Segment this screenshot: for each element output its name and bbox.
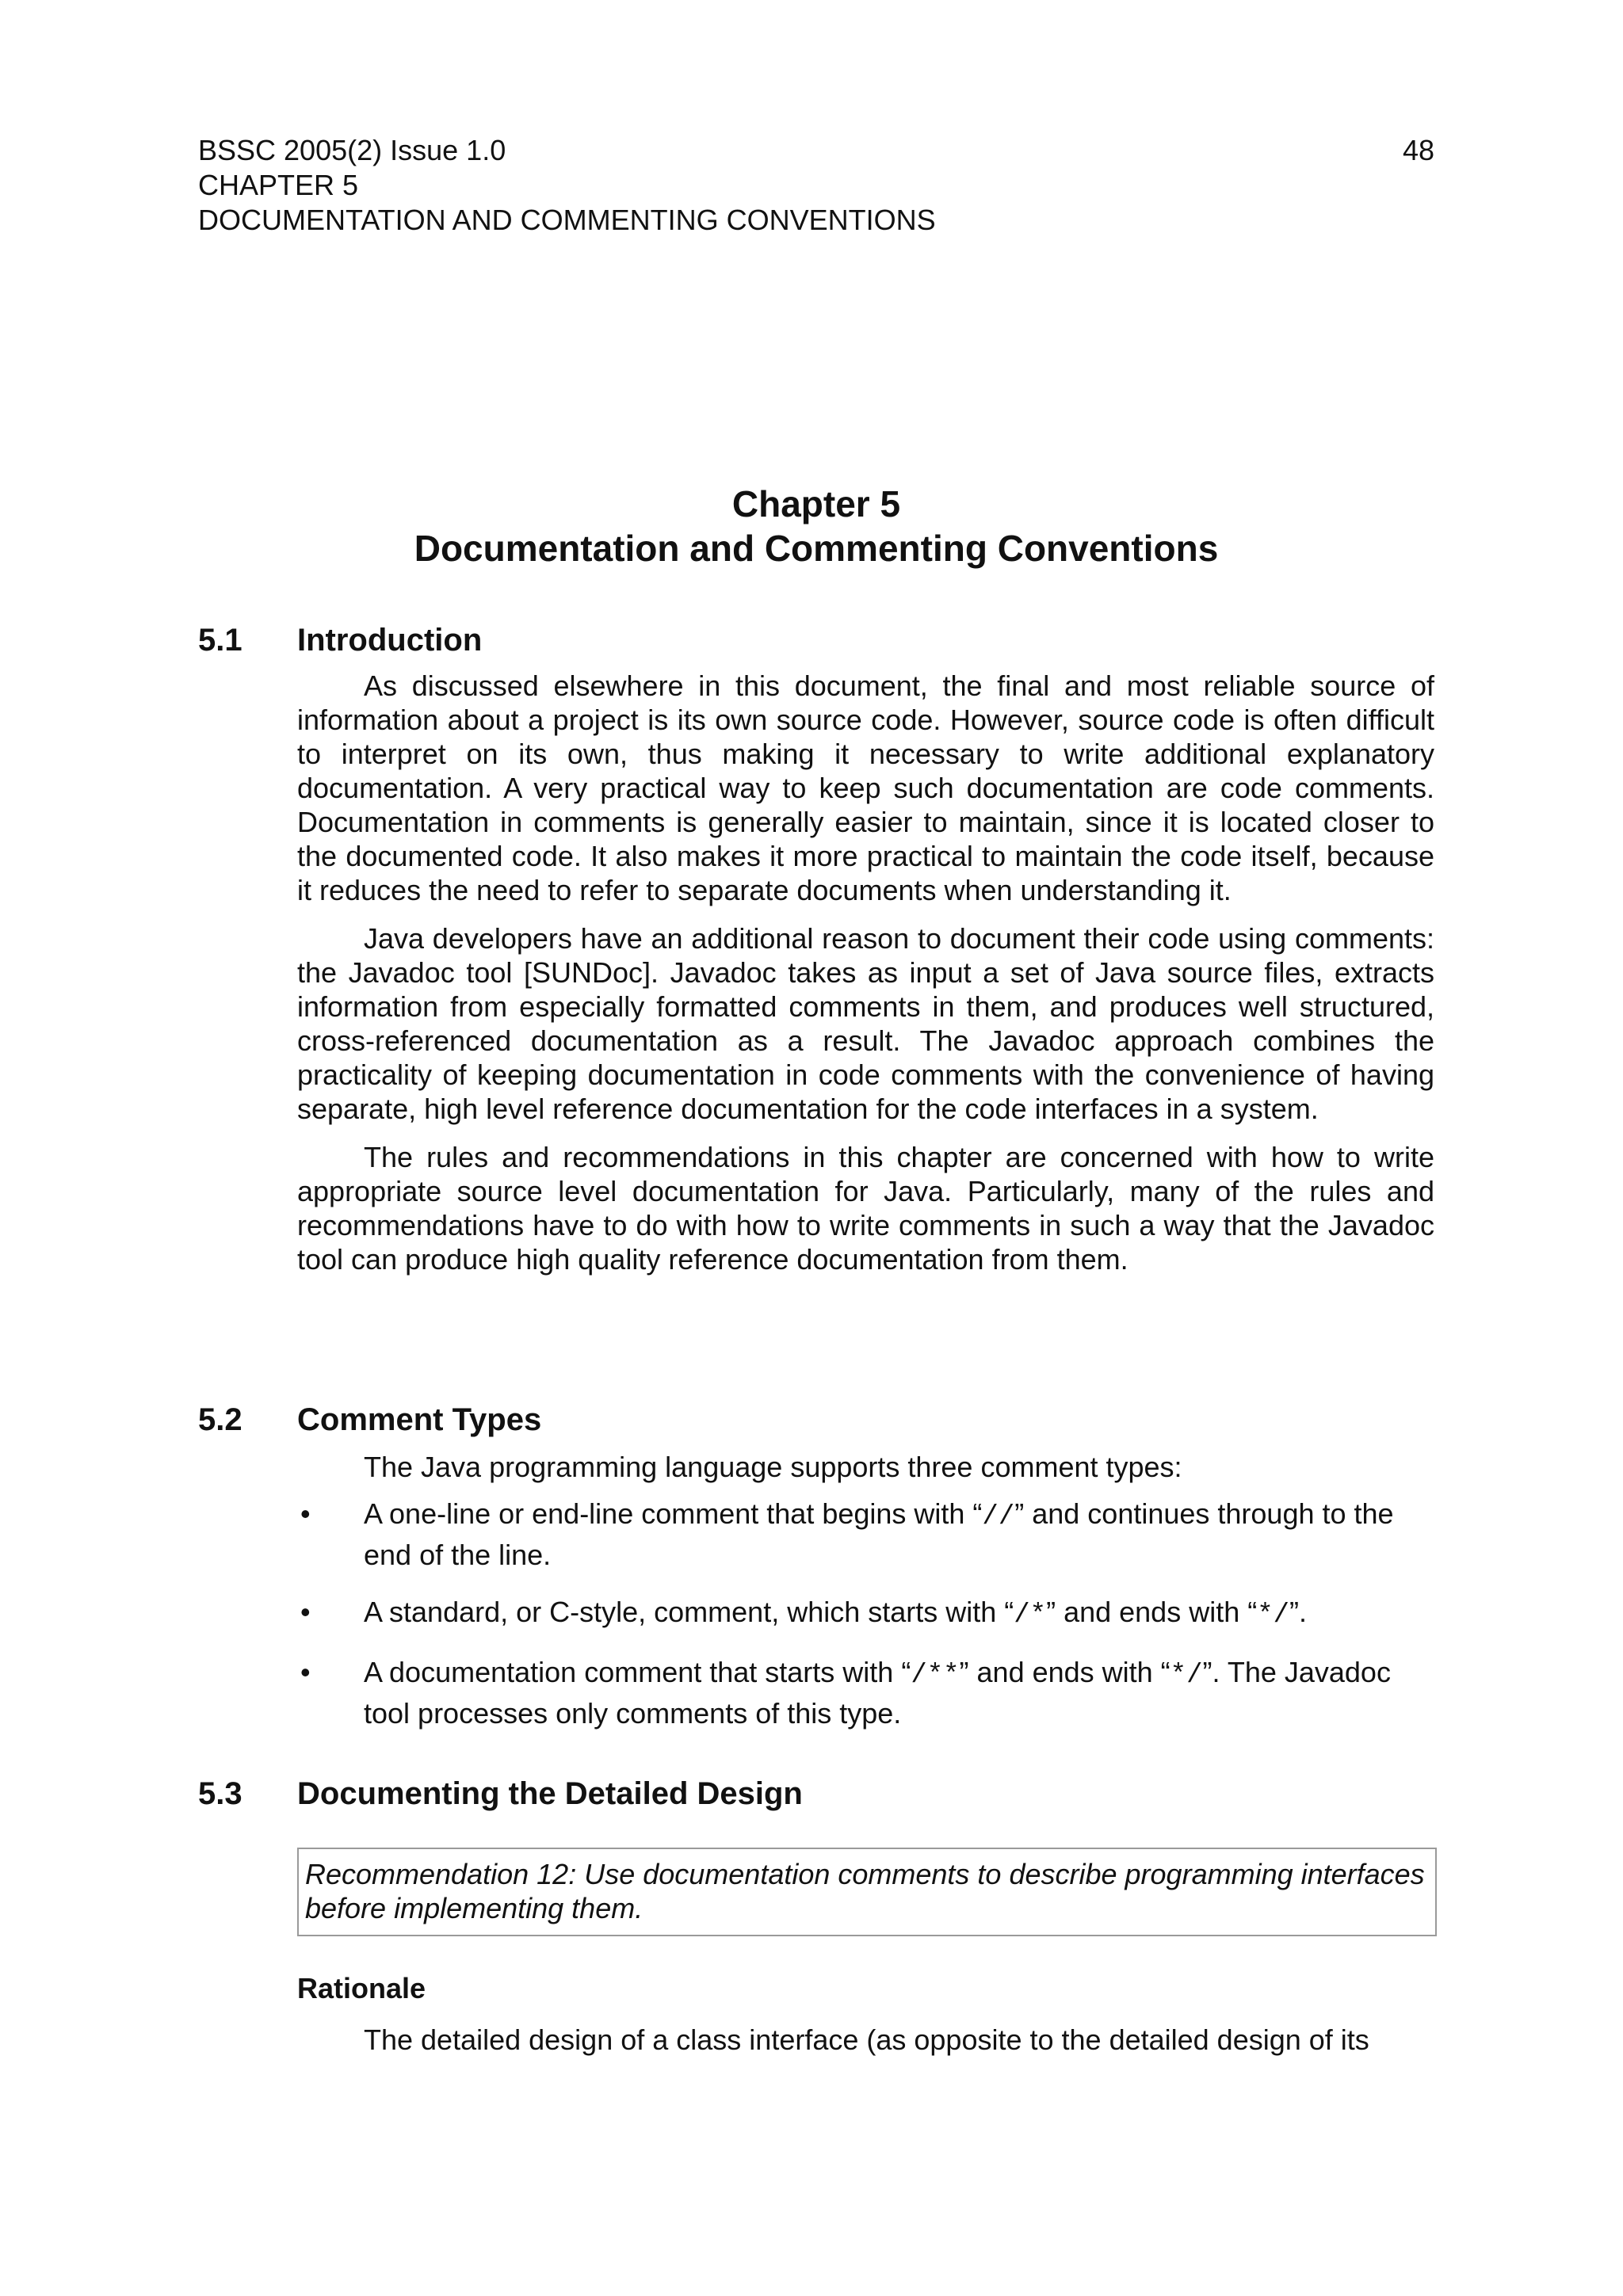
code-token: */ xyxy=(1257,1600,1290,1630)
list-item: • A one-line or end-line comment that begins with “//” and continues through to the end of the line. xyxy=(297,1495,1434,1574)
list-item: • A standard, or C-style, comment, which starts with “/*” and ends with “*/”. xyxy=(297,1593,1434,1634)
comment-type-list xyxy=(297,1495,1434,1733)
list-item: • A documentation comment that starts with “/**” and ends with “*/”. The Javadoc tool processes only comments of this type. xyxy=(297,1653,1434,1733)
section-heading xyxy=(198,618,1434,662)
rationale-heading: Rationale xyxy=(297,1972,426,2004)
recommendation-box: Recommendation 12: Use documentation comments to describe programming interfaces before implementing them. xyxy=(297,1848,1437,1936)
header-chapter-name: DOCUMENTATION AND COMMENTING CONVENTIONS xyxy=(198,204,936,236)
paragraph: The detailed design of a class interface (as opposite to the detailed design of its xyxy=(364,2023,1369,2056)
bullet-glyph: • xyxy=(300,1656,311,1688)
section-heading xyxy=(198,1398,1434,1442)
chapter-title-line2: Documentation and Commenting Conventions xyxy=(414,528,1219,569)
section-number: 5.3 xyxy=(198,1776,242,1811)
header-doc-id: BSSC 2005(2) Issue 1.0 xyxy=(198,134,506,166)
section-title: Introduction xyxy=(297,623,483,658)
section-introduction xyxy=(198,618,1434,1291)
header-chapter: CHAPTER 5 xyxy=(198,169,359,201)
bullet-glyph: • xyxy=(300,1497,311,1530)
chapter-title-line1: Chapter 5 xyxy=(731,483,901,524)
section-comment-types xyxy=(198,1398,1434,1752)
code-token: // xyxy=(982,1502,1015,1532)
section-title: Comment Types xyxy=(297,1402,542,1437)
page-number: 48 xyxy=(1402,134,1434,166)
code-token: */ xyxy=(1170,1661,1203,1691)
running-header xyxy=(198,133,1434,238)
section-title: Documenting the Detailed Design xyxy=(297,1776,803,1811)
section-detailed-design xyxy=(198,1772,1434,2057)
section-heading xyxy=(198,1772,1434,1816)
lead-sentence: The Java programming language supports three comment types: xyxy=(364,1451,1182,1483)
code-token: /* xyxy=(1014,1600,1047,1630)
paragraph: Java developers have an additional reason to document their code using comments: the Javadoc tool [SUNDoc]. Javadoc takes as input a set of Java source files, extracts information from especially formatted comments in them, and produces well structured, cross-referenced documentation as a result. The Javadoc approach combines the practicality of keeping documentation in code comments with the convenience of having separate, high level reference documentation for the code interfaces in a system. xyxy=(297,922,1434,1125)
section-number: 5.2 xyxy=(198,1402,242,1437)
section-body xyxy=(297,669,1434,1276)
paragraph: The rules and recommendations in this chapter are concerned with how to write appropriate source level documentation for Java. Particularly, many of the rules and recommendations have to do with how to write comments in such a way that the Javadoc tool can produce high quality reference documentation from them. xyxy=(297,1141,1434,1276)
chapter-title xyxy=(198,482,1434,570)
section-body xyxy=(297,1450,1434,1733)
code-token: /** xyxy=(911,1661,960,1691)
bullet-glyph: • xyxy=(300,1596,311,1628)
section-body xyxy=(297,2023,1434,2057)
paragraph: As discussed elsewhere in this document, the final and most reliable source of information about a project is its own source code. However, source code is often difficult to interpret on its own, thus making it necessary to write additional explanatory documentation. A very practical way to keep such documentation are code comments. Documentation in comments is generally easier to maintain, since it is located closer to the documented code. It also makes it more practical to maintain the code itself, because it reduces the need to refer to separate documents when understanding it. xyxy=(297,669,1434,906)
section-number: 5.1 xyxy=(198,623,242,658)
